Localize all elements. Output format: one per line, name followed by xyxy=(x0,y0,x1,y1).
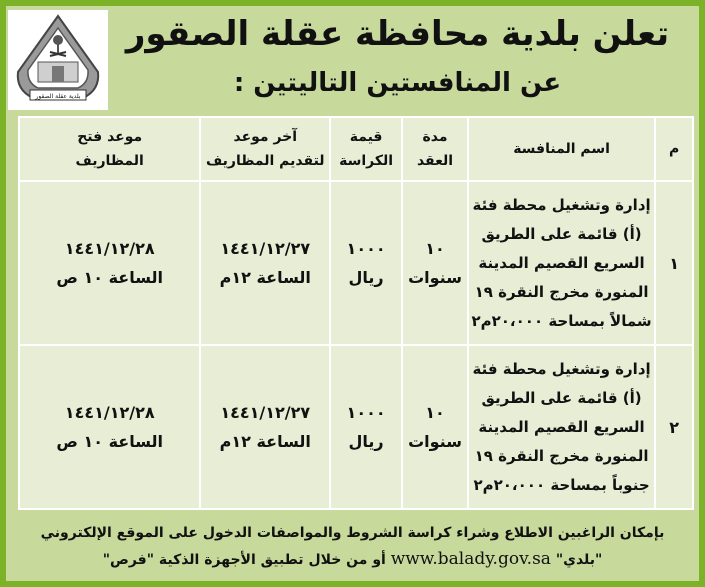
contract-duration: ١٠ سنوات xyxy=(402,181,468,345)
column-header-name: اسم المنافسة xyxy=(468,117,655,181)
submission-deadline: ١٤٤١/١٢/٢٧ الساعة ١٢م xyxy=(200,345,330,509)
footer-notice xyxy=(16,520,689,573)
table-header-row xyxy=(19,117,693,181)
footer-line-2 xyxy=(16,546,689,573)
footer-line-1: بإمكان الراغبين الاطلاع وشراء كراسة الشروط والمواصفات الدخول على الموقع الإلكتروني xyxy=(40,525,665,541)
column-header-price: قيمة الكراسة xyxy=(330,117,402,181)
table-row xyxy=(19,345,693,509)
svg-text:بلدية عقلة الصقور: بلدية عقلة الصقور xyxy=(35,93,81,100)
municipality-emblem-icon xyxy=(8,10,108,110)
tender-name: إدارة وتشغيل محطة فئة (أ) قائمة على الطريق السريع القصيم المدينة المنورة مخرج النقرة ١٩ جنوباً بمساحة ٢٠،٠٠٠م٢ xyxy=(468,345,655,509)
submission-deadline: ١٤٤١/١٢/٢٧ الساعة ١٢م xyxy=(200,181,330,345)
page-subtitle: عن المنافستين التاليتين : xyxy=(233,68,562,98)
row-index: ٢ xyxy=(655,345,693,509)
balady-website-link[interactable]: www.balady.gov.sa xyxy=(390,549,551,569)
balady-label: "بلدي" xyxy=(555,552,603,568)
municipality-logo xyxy=(8,10,108,110)
furas-app-text: أو من خلال تطبيق الأجهزة الذكية "فرص" xyxy=(102,552,386,568)
tender-name: إدارة وتشغيل محطة فئة (أ) قائمة على الطريق السريع القصيم المدينة المنورة مخرج النقرة ١٩ شمالاً بمساحة ٢٠،٠٠٠م٢ xyxy=(468,181,655,345)
column-header-opening: موعد فتح المظاريف xyxy=(19,117,200,181)
booklet-price: ١٠٠٠ ريال xyxy=(330,181,402,345)
tenders-table xyxy=(18,116,694,510)
envelope-opening: ١٤٤١/١٢/٢٨ الساعة ١٠ ص xyxy=(19,181,200,345)
column-header-index: م xyxy=(655,117,693,181)
row-index: ١ xyxy=(655,181,693,345)
page-title: تعلن بلدية محافظة عقلة الصقور xyxy=(125,14,670,54)
table-row xyxy=(19,181,693,345)
envelope-opening: ١٤٤١/١٢/٢٨ الساعة ١٠ ص xyxy=(19,345,200,509)
column-header-deadline: آخر موعد لتقديم المظاريف xyxy=(200,117,330,181)
column-header-duration: مدة العقد xyxy=(402,117,468,181)
announcement-frame xyxy=(6,6,699,581)
contract-duration: ١٠ سنوات xyxy=(402,345,468,509)
booklet-price: ١٠٠٠ ريال xyxy=(330,345,402,509)
